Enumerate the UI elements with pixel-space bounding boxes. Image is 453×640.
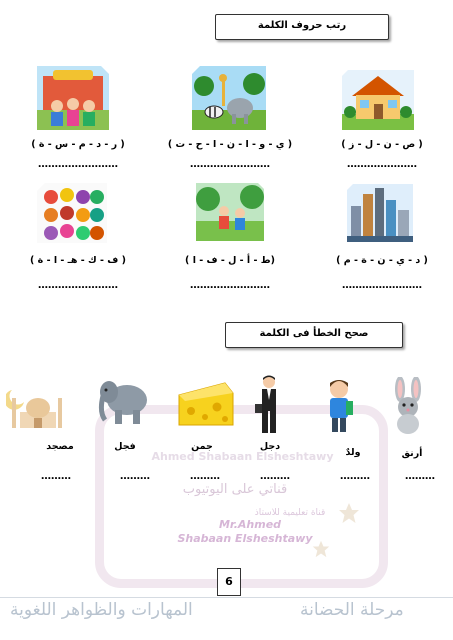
watermark-channel-ar: قناتي على اليوتيوب [182,482,288,497]
children-picture [196,183,264,241]
watermark-name-en: Ahmed Shabaan Elsheshtawy [151,450,334,463]
misspelled-word-4: جمن [191,441,213,452]
answer-line-3[interactable]: …………………… [38,159,118,170]
misspelled-word-2: ولدٌ [345,447,361,458]
watermark-brand-en-2: Shabaan Elsheshtawy [177,532,313,545]
correction-line-2[interactable]: ……… [340,471,370,482]
scramble-pattern-4: ( د - ي - ن - ة - م ) [336,255,428,266]
school-picture [37,66,109,130]
correction-line-5[interactable]: ……… [120,471,150,482]
answer-line-2[interactable]: …………………… [190,159,270,170]
scramble-pattern-6: ( ف - ك - هـ - ا - ة ) [30,255,126,266]
misspelled-word-3: دجل [259,441,281,452]
star-icon [338,502,360,524]
house-picture [342,68,414,130]
scramble-pattern-2: ( ي - و - ا - ن - ا - ح - ت ) [167,139,293,150]
misspelled-word-5: فجل [114,441,136,452]
answer-line-5[interactable]: …………………… [190,280,270,291]
watermark-brand-en-1: Mr.Ahmed [218,518,282,531]
mosque-picture [6,380,70,432]
watermark-brand-ar: قناة تعليمية للاستاذ [254,508,326,518]
answer-line-1[interactable]: ………………… [347,159,417,170]
zoo-animals-picture [192,66,266,130]
boy-picture [322,377,356,435]
man-picture [255,374,283,436]
scramble-pattern-5: (ط - أ - ل - ف - ا ) [185,255,275,266]
footer-right-text: مرحلة الحضانة [300,600,404,620]
correction-line-1[interactable]: ……… [405,471,435,482]
rabbit-picture [386,377,430,435]
city-picture [347,184,413,242]
star-icon [312,540,330,558]
footer-left-text: المهارات والظواهر اللغوية [10,600,193,620]
section-title-text: رتب حروف الكلمة [257,20,347,31]
correction-line-4[interactable]: ……… [190,471,220,482]
fruits-picture [37,183,107,243]
section-title-reorder [215,14,389,40]
scramble-pattern-3: ( ر - د - م - س - ة ) [31,139,125,150]
answer-line-6[interactable]: …………………… [38,280,118,291]
elephant-picture [97,372,153,426]
page-number: 6 [217,568,241,596]
correction-line-6[interactable]: ……… [41,471,71,482]
section-title-correct [225,322,403,348]
footer-divider [0,597,453,598]
correction-line-3[interactable]: ……… [260,471,290,482]
section-title-text: صحح الخطأ فى الكلمة [259,328,369,339]
cheese-picture [175,381,235,429]
misspelled-word-6: مصجد [46,441,74,452]
misspelled-word-1: أرنق [401,448,423,459]
scramble-pattern-1: ( ص - ن - ل - ز ) [341,139,423,150]
answer-line-4[interactable]: …………………… [342,280,422,291]
